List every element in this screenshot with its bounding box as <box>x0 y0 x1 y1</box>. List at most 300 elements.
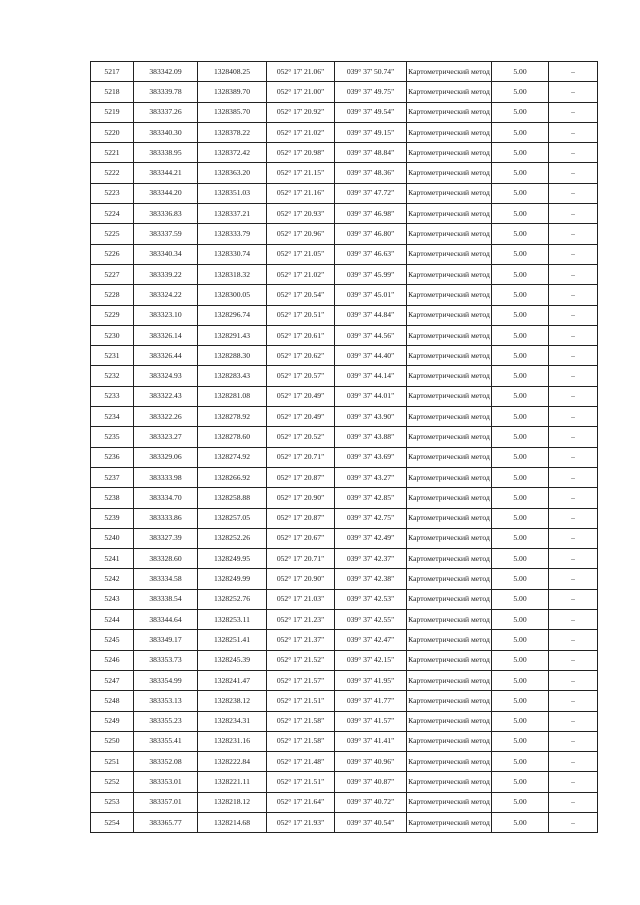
latitude-cell: 052° 17' 20.49" <box>267 407 335 427</box>
point-number-cell: 5237 <box>91 467 134 487</box>
table-row <box>91 244 598 264</box>
x-coordinate-cell: 383328.60 <box>134 549 198 569</box>
latitude-cell: 052° 17' 20.96" <box>267 224 335 244</box>
accuracy-cell: 5.00 <box>492 346 549 366</box>
x-coordinate-cell: 383337.59 <box>134 224 198 244</box>
point-number-cell: 5240 <box>91 528 134 548</box>
note-cell: – <box>549 204 598 224</box>
point-number-cell: 5220 <box>91 122 134 142</box>
table-row <box>91 82 598 102</box>
method-cell: Картометрический метод <box>407 122 492 142</box>
latitude-cell: 052° 17' 20.62" <box>267 346 335 366</box>
x-coordinate-cell: 383353.73 <box>134 650 198 670</box>
note-cell: – <box>549 488 598 508</box>
longitude-cell: 039° 37' 41.57" <box>335 711 407 731</box>
method-cell: Картометрический метод <box>407 691 492 711</box>
table-row <box>91 812 598 832</box>
point-number-cell: 5244 <box>91 610 134 630</box>
x-coordinate-cell: 383340.34 <box>134 244 198 264</box>
point-number-cell: 5226 <box>91 244 134 264</box>
longitude-cell: 039° 37' 49.54" <box>335 102 407 122</box>
y-coordinate-cell: 1328245.39 <box>198 650 267 670</box>
longitude-cell: 039° 37' 45.01" <box>335 285 407 305</box>
y-coordinate-cell: 1328222.84 <box>198 752 267 772</box>
method-cell: Картометрический метод <box>407 670 492 690</box>
table-row <box>91 285 598 305</box>
accuracy-cell: 5.00 <box>492 183 549 203</box>
note-cell: – <box>549 62 598 82</box>
accuracy-cell: 5.00 <box>492 630 549 650</box>
x-coordinate-cell: 383327.39 <box>134 528 198 548</box>
latitude-cell: 052° 17' 20.87" <box>267 508 335 528</box>
latitude-cell: 052° 17' 20.61" <box>267 325 335 345</box>
point-number-cell: 5219 <box>91 102 134 122</box>
y-coordinate-cell: 1328283.43 <box>198 366 267 386</box>
point-number-cell: 5241 <box>91 549 134 569</box>
x-coordinate-cell: 383338.95 <box>134 143 198 163</box>
method-cell: Картометрический метод <box>407 792 492 812</box>
point-number-cell: 5230 <box>91 325 134 345</box>
point-number-cell: 5242 <box>91 569 134 589</box>
point-number-cell: 5238 <box>91 488 134 508</box>
table-row <box>91 752 598 772</box>
note-cell: – <box>549 691 598 711</box>
note-cell: – <box>549 549 598 569</box>
latitude-cell: 052° 17' 20.52" <box>267 427 335 447</box>
method-cell: Картометрический метод <box>407 731 492 751</box>
table-row <box>91 325 598 345</box>
y-coordinate-cell: 1328251.41 <box>198 630 267 650</box>
longitude-cell: 039° 37' 42.15" <box>335 650 407 670</box>
accuracy-cell: 5.00 <box>492 569 549 589</box>
note-cell: – <box>549 264 598 284</box>
latitude-cell: 052° 17' 20.71" <box>267 549 335 569</box>
note-cell: – <box>549 610 598 630</box>
note-cell: – <box>549 122 598 142</box>
table-row <box>91 508 598 528</box>
accuracy-cell: 5.00 <box>492 102 549 122</box>
x-coordinate-cell: 383342.09 <box>134 62 198 82</box>
longitude-cell: 039° 37' 44.56" <box>335 325 407 345</box>
table-row <box>91 731 598 751</box>
point-number-cell: 5243 <box>91 589 134 609</box>
longitude-cell: 039° 37' 43.69" <box>335 447 407 467</box>
latitude-cell: 052° 17' 20.90" <box>267 488 335 508</box>
point-number-cell: 5239 <box>91 508 134 528</box>
longitude-cell: 039° 37' 44.84" <box>335 305 407 325</box>
point-number-cell: 5225 <box>91 224 134 244</box>
latitude-cell: 052° 17' 21.58" <box>267 731 335 751</box>
note-cell: – <box>549 285 598 305</box>
accuracy-cell: 5.00 <box>492 386 549 406</box>
point-number-cell: 5236 <box>91 447 134 467</box>
accuracy-cell: 5.00 <box>492 244 549 264</box>
x-coordinate-cell: 383334.58 <box>134 569 198 589</box>
x-coordinate-cell: 383357.01 <box>134 792 198 812</box>
longitude-cell: 039° 37' 46.63" <box>335 244 407 264</box>
coordinates-table <box>90 61 598 833</box>
latitude-cell: 052° 17' 20.71" <box>267 447 335 467</box>
table-row <box>91 204 598 224</box>
x-coordinate-cell: 383324.22 <box>134 285 198 305</box>
point-number-cell: 5222 <box>91 163 134 183</box>
accuracy-cell: 5.00 <box>492 447 549 467</box>
point-number-cell: 5252 <box>91 772 134 792</box>
table-row <box>91 427 598 447</box>
accuracy-cell: 5.00 <box>492 488 549 508</box>
y-coordinate-cell: 1328337.21 <box>198 204 267 224</box>
table-row <box>91 346 598 366</box>
y-coordinate-cell: 1328257.05 <box>198 508 267 528</box>
accuracy-cell: 5.00 <box>492 427 549 447</box>
y-coordinate-cell: 1328218.12 <box>198 792 267 812</box>
accuracy-cell: 5.00 <box>492 285 549 305</box>
method-cell: Картометрический метод <box>407 244 492 264</box>
y-coordinate-cell: 1328252.26 <box>198 528 267 548</box>
y-coordinate-cell: 1328278.60 <box>198 427 267 447</box>
y-coordinate-cell: 1328281.08 <box>198 386 267 406</box>
y-coordinate-cell: 1328238.12 <box>198 691 267 711</box>
longitude-cell: 039° 37' 42.75" <box>335 508 407 528</box>
accuracy-cell: 5.00 <box>492 143 549 163</box>
table-row <box>91 224 598 244</box>
note-cell: – <box>549 772 598 792</box>
longitude-cell: 039° 37' 44.01" <box>335 386 407 406</box>
point-number-cell: 5231 <box>91 346 134 366</box>
table-row <box>91 569 598 589</box>
x-coordinate-cell: 383333.98 <box>134 467 198 487</box>
longitude-cell: 039° 37' 49.75" <box>335 82 407 102</box>
method-cell: Картометрический метод <box>407 447 492 467</box>
method-cell: Картометрический метод <box>407 386 492 406</box>
table-row <box>91 610 598 630</box>
accuracy-cell: 5.00 <box>492 589 549 609</box>
x-coordinate-cell: 383344.64 <box>134 610 198 630</box>
point-number-cell: 5254 <box>91 812 134 832</box>
point-number-cell: 5248 <box>91 691 134 711</box>
latitude-cell: 052° 17' 20.49" <box>267 386 335 406</box>
method-cell: Картометрический метод <box>407 772 492 792</box>
x-coordinate-cell: 383334.70 <box>134 488 198 508</box>
method-cell: Картометрический метод <box>407 528 492 548</box>
y-coordinate-cell: 1328296.74 <box>198 305 267 325</box>
x-coordinate-cell: 383339.22 <box>134 264 198 284</box>
x-coordinate-cell: 383322.26 <box>134 407 198 427</box>
method-cell: Картометрический метод <box>407 630 492 650</box>
note-cell: – <box>549 752 598 772</box>
accuracy-cell: 5.00 <box>492 772 549 792</box>
note-cell: – <box>549 102 598 122</box>
point-number-cell: 5249 <box>91 711 134 731</box>
latitude-cell: 052° 17' 21.93" <box>267 812 335 832</box>
accuracy-cell: 5.00 <box>492 792 549 812</box>
longitude-cell: 039° 37' 47.72" <box>335 183 407 203</box>
x-coordinate-cell: 383352.08 <box>134 752 198 772</box>
y-coordinate-cell: 1328408.25 <box>198 62 267 82</box>
method-cell: Картометрический метод <box>407 427 492 447</box>
note-cell: – <box>549 447 598 467</box>
method-cell: Картометрический метод <box>407 610 492 630</box>
point-number-cell: 5217 <box>91 62 134 82</box>
y-coordinate-cell: 1328318.32 <box>198 264 267 284</box>
point-number-cell: 5228 <box>91 285 134 305</box>
longitude-cell: 039° 37' 50.74" <box>335 62 407 82</box>
y-coordinate-cell: 1328234.31 <box>198 711 267 731</box>
point-number-cell: 5223 <box>91 183 134 203</box>
method-cell: Картометрический метод <box>407 62 492 82</box>
note-cell: – <box>549 305 598 325</box>
x-coordinate-cell: 383354.99 <box>134 670 198 690</box>
accuracy-cell: 5.00 <box>492 711 549 731</box>
accuracy-cell: 5.00 <box>492 264 549 284</box>
y-coordinate-cell: 1328252.76 <box>198 589 267 609</box>
method-cell: Картометрический метод <box>407 325 492 345</box>
latitude-cell: 052° 17' 20.57" <box>267 366 335 386</box>
longitude-cell: 039° 37' 43.90" <box>335 407 407 427</box>
accuracy-cell: 5.00 <box>492 812 549 832</box>
note-cell: – <box>549 183 598 203</box>
longitude-cell: 039° 37' 40.72" <box>335 792 407 812</box>
note-cell: – <box>549 467 598 487</box>
x-coordinate-cell: 383338.54 <box>134 589 198 609</box>
point-number-cell: 5246 <box>91 650 134 670</box>
x-coordinate-cell: 383326.14 <box>134 325 198 345</box>
point-number-cell: 5234 <box>91 407 134 427</box>
longitude-cell: 039° 37' 49.15" <box>335 122 407 142</box>
y-coordinate-cell: 1328288.30 <box>198 346 267 366</box>
table-row <box>91 407 598 427</box>
table-row <box>91 488 598 508</box>
longitude-cell: 039° 37' 46.98" <box>335 204 407 224</box>
table-row <box>91 630 598 650</box>
x-coordinate-cell: 383344.21 <box>134 163 198 183</box>
latitude-cell: 052° 17' 21.05" <box>267 244 335 264</box>
note-cell: – <box>549 244 598 264</box>
method-cell: Картометрический метод <box>407 82 492 102</box>
table-row <box>91 143 598 163</box>
accuracy-cell: 5.00 <box>492 163 549 183</box>
note-cell: – <box>549 528 598 548</box>
accuracy-cell: 5.00 <box>492 670 549 690</box>
note-cell: – <box>549 569 598 589</box>
longitude-cell: 039° 37' 42.47" <box>335 630 407 650</box>
y-coordinate-cell: 1328258.88 <box>198 488 267 508</box>
longitude-cell: 039° 37' 43.88" <box>335 427 407 447</box>
method-cell: Картометрический метод <box>407 346 492 366</box>
x-coordinate-cell: 383339.78 <box>134 82 198 102</box>
point-number-cell: 5235 <box>91 427 134 447</box>
x-coordinate-cell: 383353.13 <box>134 691 198 711</box>
method-cell: Картометрический метод <box>407 488 492 508</box>
longitude-cell: 039° 37' 42.37" <box>335 549 407 569</box>
point-number-cell: 5227 <box>91 264 134 284</box>
method-cell: Картометрический метод <box>407 711 492 731</box>
latitude-cell: 052° 17' 21.02" <box>267 264 335 284</box>
note-cell: – <box>549 366 598 386</box>
latitude-cell: 052° 17' 21.51" <box>267 691 335 711</box>
note-cell: – <box>549 630 598 650</box>
y-coordinate-cell: 1328278.92 <box>198 407 267 427</box>
x-coordinate-cell: 383355.41 <box>134 731 198 751</box>
accuracy-cell: 5.00 <box>492 691 549 711</box>
point-number-cell: 5224 <box>91 204 134 224</box>
table-row <box>91 305 598 325</box>
note-cell: – <box>549 224 598 244</box>
table-body <box>91 62 598 833</box>
table-row <box>91 447 598 467</box>
y-coordinate-cell: 1328300.05 <box>198 285 267 305</box>
y-coordinate-cell: 1328231.16 <box>198 731 267 751</box>
accuracy-cell: 5.00 <box>492 508 549 528</box>
longitude-cell: 039° 37' 45.99" <box>335 264 407 284</box>
x-coordinate-cell: 383333.86 <box>134 508 198 528</box>
point-number-cell: 5251 <box>91 752 134 772</box>
method-cell: Картометрический метод <box>407 650 492 670</box>
y-coordinate-cell: 1328291.43 <box>198 325 267 345</box>
method-cell: Картометрический метод <box>407 224 492 244</box>
x-coordinate-cell: 383336.83 <box>134 204 198 224</box>
table-row <box>91 386 598 406</box>
accuracy-cell: 5.00 <box>492 731 549 751</box>
accuracy-cell: 5.00 <box>492 305 549 325</box>
latitude-cell: 052° 17' 20.90" <box>267 569 335 589</box>
method-cell: Картометрический метод <box>407 589 492 609</box>
x-coordinate-cell: 383326.44 <box>134 346 198 366</box>
longitude-cell: 039° 37' 41.95" <box>335 670 407 690</box>
accuracy-cell: 5.00 <box>492 752 549 772</box>
accuracy-cell: 5.00 <box>492 122 549 142</box>
method-cell: Картометрический метод <box>407 366 492 386</box>
y-coordinate-cell: 1328249.99 <box>198 569 267 589</box>
longitude-cell: 039° 37' 41.41" <box>335 731 407 751</box>
x-coordinate-cell: 383337.26 <box>134 102 198 122</box>
accuracy-cell: 5.00 <box>492 204 549 224</box>
point-number-cell: 5253 <box>91 792 134 812</box>
y-coordinate-cell: 1328389.70 <box>198 82 267 102</box>
accuracy-cell: 5.00 <box>492 325 549 345</box>
method-cell: Картометрический метод <box>407 264 492 284</box>
table-row <box>91 62 598 82</box>
table-row <box>91 528 598 548</box>
method-cell: Картометрический метод <box>407 407 492 427</box>
method-cell: Картометрический метод <box>407 143 492 163</box>
accuracy-cell: 5.00 <box>492 366 549 386</box>
note-cell: – <box>549 325 598 345</box>
longitude-cell: 039° 37' 42.49" <box>335 528 407 548</box>
y-coordinate-cell: 1328385.70 <box>198 102 267 122</box>
y-coordinate-cell: 1328378.22 <box>198 122 267 142</box>
note-cell: – <box>549 143 598 163</box>
latitude-cell: 052° 17' 21.52" <box>267 650 335 670</box>
note-cell: – <box>549 407 598 427</box>
longitude-cell: 039° 37' 41.77" <box>335 691 407 711</box>
y-coordinate-cell: 1328214.68 <box>198 812 267 832</box>
latitude-cell: 052° 17' 21.00" <box>267 82 335 102</box>
table-row <box>91 670 598 690</box>
point-number-cell: 5218 <box>91 82 134 102</box>
longitude-cell: 039° 37' 48.36" <box>335 163 407 183</box>
y-coordinate-cell: 1328330.74 <box>198 244 267 264</box>
point-number-cell: 5221 <box>91 143 134 163</box>
longitude-cell: 039° 37' 46.80" <box>335 224 407 244</box>
method-cell: Картометрический метод <box>407 285 492 305</box>
table-row <box>91 183 598 203</box>
method-cell: Картометрический метод <box>407 163 492 183</box>
longitude-cell: 039° 37' 40.87" <box>335 772 407 792</box>
table-row <box>91 792 598 812</box>
method-cell: Картометрический метод <box>407 812 492 832</box>
accuracy-cell: 5.00 <box>492 528 549 548</box>
longitude-cell: 039° 37' 40.96" <box>335 752 407 772</box>
latitude-cell: 052° 17' 21.06" <box>267 62 335 82</box>
y-coordinate-cell: 1328241.47 <box>198 670 267 690</box>
note-cell: – <box>549 792 598 812</box>
x-coordinate-cell: 383324.93 <box>134 366 198 386</box>
method-cell: Картометрический метод <box>407 305 492 325</box>
method-cell: Картометрический метод <box>407 467 492 487</box>
latitude-cell: 052° 17' 21.37" <box>267 630 335 650</box>
x-coordinate-cell: 383344.20 <box>134 183 198 203</box>
x-coordinate-cell: 383340.30 <box>134 122 198 142</box>
table-row <box>91 467 598 487</box>
longitude-cell: 039° 37' 44.14" <box>335 366 407 386</box>
point-number-cell: 5233 <box>91 386 134 406</box>
latitude-cell: 052° 17' 20.51" <box>267 305 335 325</box>
table-row <box>91 691 598 711</box>
method-cell: Картометрический метод <box>407 204 492 224</box>
longitude-cell: 039° 37' 48.84" <box>335 143 407 163</box>
y-coordinate-cell: 1328253.11 <box>198 610 267 630</box>
method-cell: Картометрический метод <box>407 569 492 589</box>
longitude-cell: 039° 37' 42.55" <box>335 610 407 630</box>
table-row <box>91 772 598 792</box>
accuracy-cell: 5.00 <box>492 467 549 487</box>
latitude-cell: 052° 17' 21.16" <box>267 183 335 203</box>
accuracy-cell: 5.00 <box>492 610 549 630</box>
note-cell: – <box>549 670 598 690</box>
note-cell: – <box>549 346 598 366</box>
x-coordinate-cell: 383349.17 <box>134 630 198 650</box>
table-row <box>91 264 598 284</box>
longitude-cell: 039° 37' 44.40" <box>335 346 407 366</box>
point-number-cell: 5245 <box>91 630 134 650</box>
longitude-cell: 039° 37' 42.85" <box>335 488 407 508</box>
accuracy-cell: 5.00 <box>492 650 549 670</box>
table-row <box>91 650 598 670</box>
latitude-cell: 052° 17' 21.64" <box>267 792 335 812</box>
table-row <box>91 163 598 183</box>
latitude-cell: 052° 17' 20.67" <box>267 528 335 548</box>
longitude-cell: 039° 37' 42.38" <box>335 569 407 589</box>
latitude-cell: 052° 17' 21.02" <box>267 122 335 142</box>
y-coordinate-cell: 1328372.42 <box>198 143 267 163</box>
y-coordinate-cell: 1328274.92 <box>198 447 267 467</box>
note-cell: – <box>549 711 598 731</box>
y-coordinate-cell: 1328266.92 <box>198 467 267 487</box>
table-row <box>91 589 598 609</box>
y-coordinate-cell: 1328221.11 <box>198 772 267 792</box>
latitude-cell: 052° 17' 21.51" <box>267 772 335 792</box>
note-cell: – <box>549 386 598 406</box>
point-number-cell: 5250 <box>91 731 134 751</box>
point-number-cell: 5229 <box>91 305 134 325</box>
note-cell: – <box>549 163 598 183</box>
note-cell: – <box>549 427 598 447</box>
y-coordinate-cell: 1328351.03 <box>198 183 267 203</box>
accuracy-cell: 5.00 <box>492 62 549 82</box>
x-coordinate-cell: 383329.06 <box>134 447 198 467</box>
y-coordinate-cell: 1328363.20 <box>198 163 267 183</box>
